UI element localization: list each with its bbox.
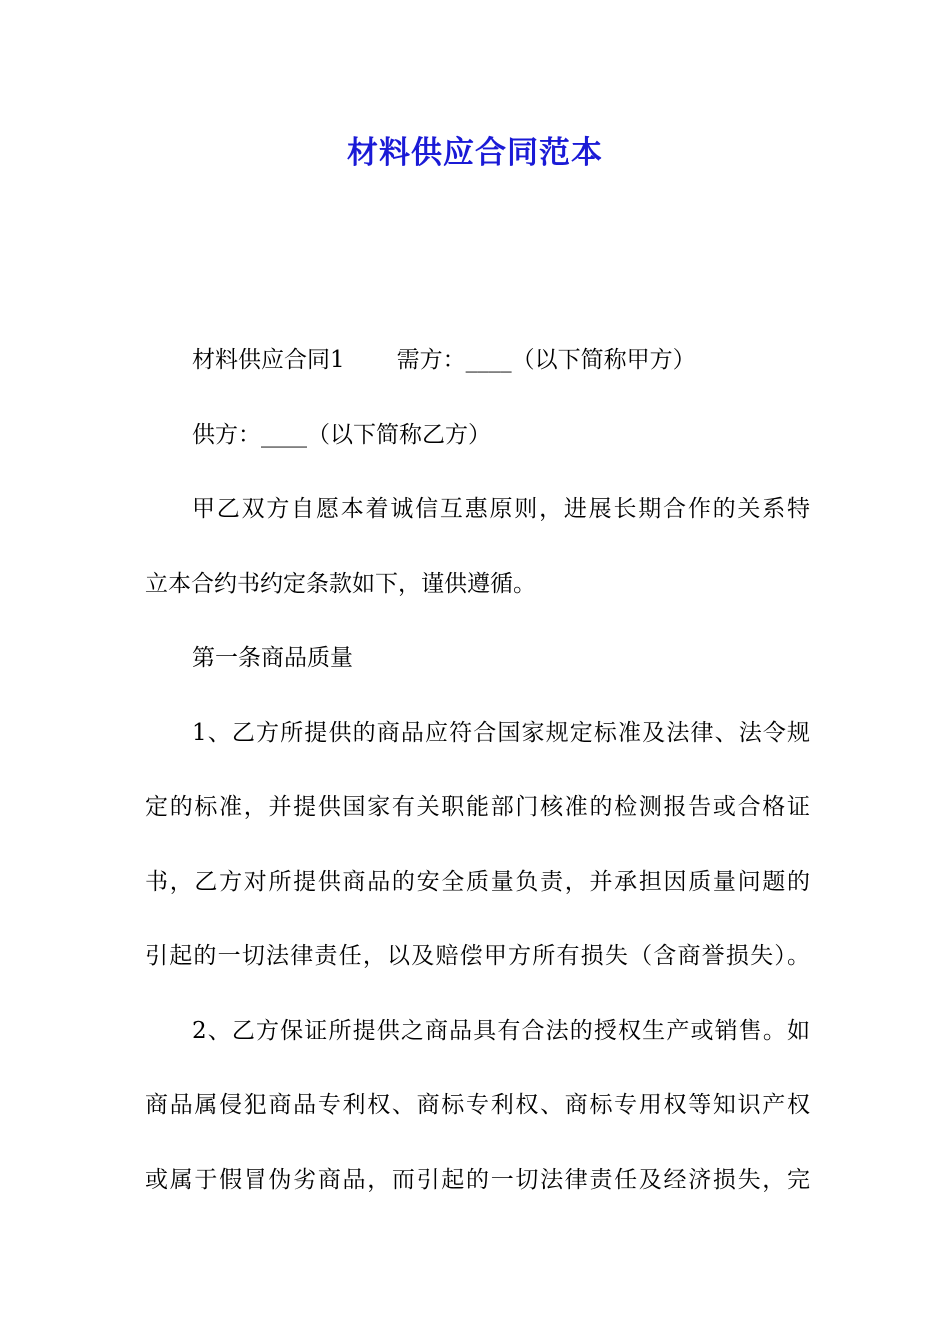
paragraph-line: 或属于假冒伪劣商品，而引起的一切法律责任及经济损失，完 [145,1166,810,1193]
article-heading: 第一条商品质量 [192,645,353,671]
paragraph-line: 书，乙方对所提供商品的安全质量负责，并承担因质量问题的 [145,868,810,895]
paragraph-line: 定的标准，并提供国家有关职能部门核准的检测报告或合格证 [145,794,810,820]
paragraph-line: 甲乙双方自愿本着诚信互惠原则，进展长期合作的关系特 [192,496,810,522]
contract-name: 材料供应合同1 [192,347,345,373]
contract-header-line [145,335,810,410]
paragraph-line: 引起的一切法律责任，以及赔偿甲方所有损失（含商誉损失）。 [145,943,810,969]
document-title: 材料供应合同范本 [347,135,603,171]
buyer-line: 需方：____（以下简称甲方） [396,347,696,373]
supplier-line: 供方：____（以下简称乙方） [192,421,491,448]
paragraph-line: 1、乙方所提供的商品应符合国家规定标准及法律、法令规 [192,719,810,746]
paragraph-line: 商品属侵犯商品专利权、商标专利权、商标专用权等知识产权 [145,1092,810,1118]
paragraph-line: 立本合约书约定条款如下，谨供遵循。 [145,570,536,597]
paragraph-line: 2、乙方保证所提供之商品具有合法的授权生产或销售。如 [192,1017,810,1044]
document-body [145,335,810,1229]
